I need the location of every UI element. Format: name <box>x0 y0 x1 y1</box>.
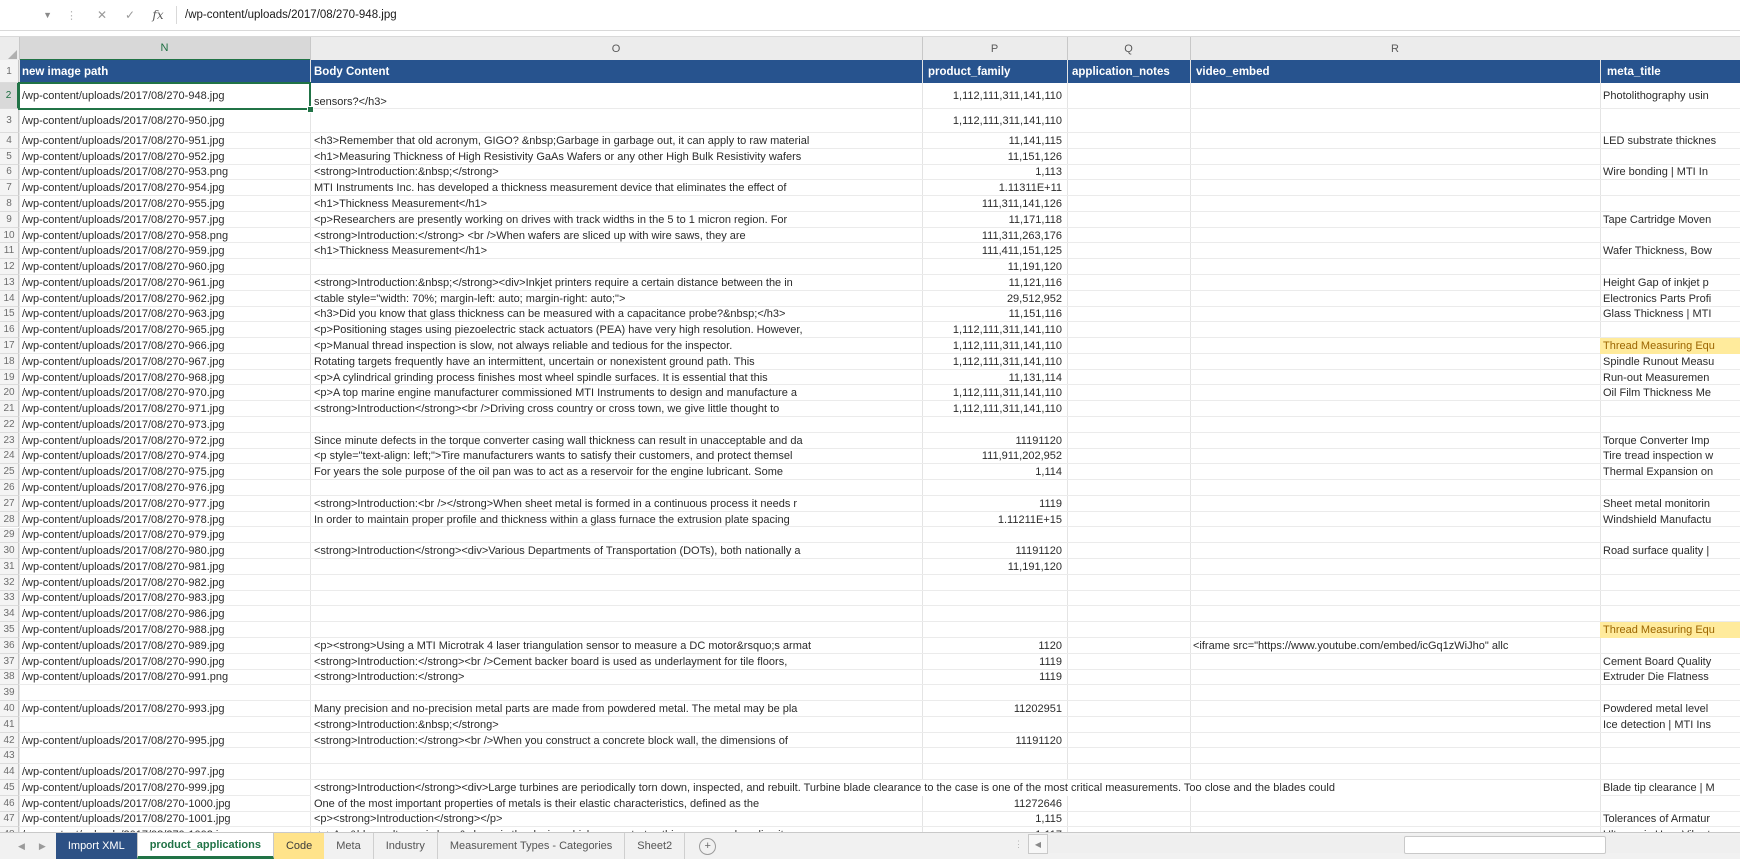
cell-body-content[interactable]: <strong>Introduction:&nbsp;</strong> <box>314 718 499 731</box>
cell-body-content[interactable]: <p>A cylindrical grinding process finishes most wheel spindle surfaces. It is essential that this <box>314 371 768 384</box>
table-row <box>0 464 1740 480</box>
table-header-row <box>19 60 1740 83</box>
row-number[interactable]: 41 <box>0 717 19 733</box>
cell-product-family[interactable]: 1,115 <box>1035 813 1062 826</box>
table-row <box>0 812 1740 828</box>
cell-new-image-path[interactable]: /wp-content/uploads/2017/08/270-951.jpg <box>22 134 225 147</box>
table-row <box>0 338 1740 354</box>
cell-body-content[interactable]: Rotating targets frequently have an intermittent, uncertain or nonexistent ground path. This <box>314 355 755 368</box>
cell-meta-title[interactable]: Tire tread inspection w <box>1603 450 1714 463</box>
row-number[interactable]: 14 <box>0 291 19 307</box>
cell-new-image-path[interactable]: /wp-content/uploads/2017/08/270-995.jpg <box>22 734 225 747</box>
cell-new-image-path[interactable]: /wp-content/uploads/2017/08/270-962.jpg <box>22 292 225 305</box>
cell-new-image-path[interactable]: /wp-content/uploads/2017/08/270-1000.jpg <box>22 797 231 810</box>
cell-new-image-path[interactable]: /wp-content/uploads/2017/08/270-950.jpg <box>22 115 225 127</box>
cell-product-family[interactable]: 111,311,263,176 <box>981 229 1062 242</box>
table-row <box>0 259 1740 275</box>
cell-meta-title[interactable]: Windshield Manufactu <box>1603 513 1712 526</box>
row-number[interactable]: 2 <box>0 83 19 109</box>
column-boundary[interactable] <box>1190 37 1191 61</box>
row-number[interactable]: 43 <box>0 748 19 764</box>
cell-body-content[interactable]: <p>Positioning stages using piezoelectric stack actuators (PEA) have very high resolution. However, <box>314 324 803 337</box>
cell-new-image-path[interactable]: /wp-content/uploads/2017/08/270-970.jpg <box>22 387 225 400</box>
row-number[interactable]: 18 <box>0 354 19 370</box>
column-letter-R[interactable]: R <box>1391 43 1399 55</box>
cell-product-family[interactable]: 1,114 <box>1035 466 1062 479</box>
cell-meta-title[interactable]: Wafer Thickness, Bow <box>1603 245 1712 258</box>
row-number[interactable]: 20 <box>0 385 19 401</box>
table-row <box>0 496 1740 512</box>
table-row <box>0 165 1740 181</box>
cancel-icon[interactable]: ✕ <box>96 8 108 22</box>
sheet-tab-measurement-types-categories[interactable]: Measurement Types - Categories <box>438 833 625 859</box>
cell-new-image-path[interactable]: /wp-content/uploads/2017/08/270-986.jpg <box>22 608 225 621</box>
cell-new-image-path[interactable]: /wp-content/uploads/2017/08/270-981.jpg <box>22 560 225 573</box>
cell-meta-title[interactable]: Electronics Parts Profi <box>1603 292 1712 305</box>
row-number[interactable]: 32 <box>0 575 19 591</box>
table-row <box>0 433 1740 449</box>
row-number[interactable]: 45 <box>0 780 19 796</box>
cell-new-image-path[interactable]: /wp-content/uploads/2017/08/270-983.jpg <box>22 592 225 605</box>
row-number[interactable]: 12 <box>0 259 19 275</box>
column-letter-Q[interactable]: Q <box>1124 43 1133 55</box>
row-number[interactable]: 9 <box>0 212 19 228</box>
table-row <box>0 575 1740 591</box>
formula-bar-divider <box>176 6 177 24</box>
cell-product-family[interactable]: 11191120 <box>1015 734 1062 747</box>
cell-body-content[interactable]: Since minute defects in the torque converter casing wall thickness can result in unacceptable and da <box>314 434 803 447</box>
table-row <box>0 796 1740 812</box>
cell-new-image-path[interactable]: /wp-content/uploads/2017/08/270-977.jpg <box>22 497 225 510</box>
cell-product-family[interactable]: 11,141,115 <box>1008 134 1062 147</box>
table-row <box>0 385 1740 401</box>
cell-product-family[interactable]: 1119 <box>1039 671 1062 684</box>
cell-new-image-path[interactable]: /wp-content/uploads/2017/08/270-972.jpg <box>22 434 225 447</box>
sheet-tab-sheet2[interactable]: Sheet2 <box>625 833 685 859</box>
cell-meta-title[interactable]: Thermal Expansion on <box>1603 466 1714 479</box>
table-row <box>0 528 1740 544</box>
cell-body-content[interactable]: <strong>Introduction:</strong><br />When you construct a concrete block wall, the dimensions of <box>314 734 788 747</box>
cell-product-family[interactable]: 11,131,114 <box>1008 371 1062 384</box>
cell-product-family[interactable]: 11272646 <box>1013 797 1062 810</box>
cell-new-image-path[interactable]: /wp-content/uploads/2017/08/270-957.jpg <box>22 213 225 226</box>
cell-product-family[interactable]: 111,311,141,126 <box>981 197 1062 210</box>
cell-new-image-path[interactable]: /wp-content/uploads/2017/08/270-963.jpg <box>22 308 225 321</box>
column-header-meta-title[interactable]: meta_title <box>1607 65 1661 78</box>
cell-meta-title[interactable]: Torque Converter Imp <box>1603 434 1710 447</box>
table-row <box>0 149 1740 165</box>
row-number[interactable]: 47 <box>0 812 19 828</box>
cell-body-content[interactable]: <p style="text-align: left;">Tire manufacturers wants to satisfy their customers, and protect themsel <box>314 450 793 463</box>
cell-body-content[interactable]: For years the sole purpose of the oil pan was to act as a reservoir for the engine lubricant. Some <box>314 466 783 479</box>
table-row <box>0 354 1740 370</box>
column-letter-P[interactable]: P <box>990 43 999 55</box>
cell-meta-title[interactable]: Powdered metal level <box>1603 702 1709 715</box>
cell-video-embed[interactable]: <iframe src="https://www.youtube.com/embed/icGq1zWiJho" allc <box>1193 639 1509 652</box>
table-row <box>0 638 1740 654</box>
row-number[interactable]: 38 <box>0 670 19 686</box>
column-boundary[interactable] <box>922 37 923 61</box>
sheet-tab-code[interactable]: Code <box>274 833 324 859</box>
cell-product-family[interactable]: 1,112,111,311,141,110 <box>952 387 1062 400</box>
row-number[interactable]: 40 <box>0 701 19 717</box>
cell-meta-title[interactable]: Run-out Measuremen <box>1603 371 1710 384</box>
row-number[interactable]: 7 <box>0 180 19 196</box>
cell-body-content[interactable]: <h1>Measuring Thickness of High Resistivity GaAs Wafers or any other High Bulk Resistivity wafers <box>314 150 802 163</box>
table-row <box>0 591 1740 607</box>
cell-product-family[interactable]: 1,113 <box>1035 166 1062 179</box>
row-number[interactable]: 44 <box>0 764 19 780</box>
sheet-tab-product-applications[interactable]: product_applications <box>137 833 274 859</box>
scrollbar-thumb[interactable] <box>1404 836 1606 854</box>
cell-new-image-path[interactable]: /wp-content/uploads/2017/08/270-979.jpg <box>22 529 225 542</box>
table-row <box>0 417 1740 433</box>
cell-body-content[interactable]: <p>A top marine engine manufacturer commissioned MTI Instruments to design and manufacture a <box>314 387 798 400</box>
cell-meta-title[interactable]: Glass Thickness | MTI <box>1603 308 1712 321</box>
table-row <box>0 370 1740 386</box>
column-header-strip <box>0 36 1740 62</box>
cell-body-content[interactable]: <p><strong>Introduction</strong></p> <box>314 813 503 826</box>
sheet-tab-meta[interactable]: Meta <box>324 833 373 859</box>
name-box[interactable] <box>0 0 56 30</box>
cell-new-image-path[interactable]: /wp-content/uploads/2017/08/270-965.jpg <box>22 324 225 337</box>
cell-meta-title[interactable]: Tolerances of Armatur <box>1603 813 1710 826</box>
table-row <box>0 133 1740 149</box>
select-all-corner[interactable] <box>0 37 20 61</box>
formula-bar-separator-icon: ⋮ <box>66 9 78 22</box>
row-number[interactable]: 29 <box>0 528 19 544</box>
scrollbar-grip-icon[interactable]: ⋮ <box>1014 838 1024 849</box>
table-row <box>0 559 1740 575</box>
cell-body-content[interactable]: <strong>Introduction</strong><div>Various Departments of Transportation (DOTs), both nationally a <box>314 545 801 558</box>
cell-body-content[interactable]: <table style="width: 70%; margin-left: auto; margin-right: auto;"> <box>314 292 626 305</box>
table-row <box>0 196 1740 212</box>
scroll-left-icon[interactable]: ◀ <box>1028 834 1048 854</box>
cell-product-family[interactable]: 11,191,120 <box>1007 261 1062 274</box>
cell-meta-title[interactable]: Ice detection | MTI Ins <box>1603 718 1712 731</box>
cell-body-content[interactable]: <h1>Thickness Measurement</h1> <box>314 245 488 258</box>
cell-body-content[interactable]: <strong>Introduction:</strong> <br />When wafers are sliced up with wire saws, they are <box>314 229 746 242</box>
row-number[interactable]: 21 <box>0 401 19 417</box>
cell-new-image-path[interactable]: /wp-content/uploads/2017/08/270-988.jpg <box>22 624 225 637</box>
cell-new-image-path[interactable]: /wp-content/uploads/2017/08/270-989.jpg <box>22 639 225 652</box>
cell-new-image-path[interactable]: /wp-content/uploads/2017/08/270-968.jpg <box>22 371 225 384</box>
row-number[interactable]: 17 <box>0 338 19 354</box>
cell-meta-title[interactable]: Photolithography usin <box>1603 90 1709 102</box>
row-number[interactable]: 19 <box>0 370 19 386</box>
cell-new-image-path[interactable]: /wp-content/uploads/2017/08/270-960.jpg <box>22 261 225 274</box>
table-row <box>0 654 1740 670</box>
row-number[interactable]: 4 <box>0 133 19 149</box>
plus-icon: + <box>699 838 716 855</box>
cell-product-family[interactable]: 11191120 <box>1015 545 1062 558</box>
cell-new-image-path[interactable]: /wp-content/uploads/2017/08/270-959.jpg <box>22 245 225 258</box>
cell-meta-title[interactable]: Spindle Runout Measu <box>1603 355 1715 368</box>
row-number[interactable]: 15 <box>0 307 19 323</box>
cell-meta-title[interactable]: Thread Measuring Equ <box>1600 338 1740 354</box>
insert-function-icon[interactable]: fx <box>152 8 164 22</box>
cell-meta-title[interactable]: Tape Cartridge Moven <box>1603 213 1712 226</box>
table-row <box>0 606 1740 622</box>
table-row <box>0 228 1740 244</box>
row-number[interactable]: 31 <box>0 559 19 575</box>
cell-new-image-path[interactable]: /wp-content/uploads/2017/08/270-948.jpg <box>22 90 225 102</box>
cell-new-image-path[interactable]: /wp-content/uploads/2017/08/270-973.jpg <box>22 418 225 431</box>
cell-new-image-path[interactable]: /wp-content/uploads/2017/08/270-999.jpg <box>22 781 225 794</box>
row-number[interactable]: 3 <box>0 109 19 133</box>
cell-product-family[interactable]: 1.11211E+15 <box>997 513 1062 526</box>
cell-body-content[interactable]: <h3>Did you know that glass thickness can be measured with a capacitance probe?&nbsp;</h3> <box>314 308 786 321</box>
cell-body-content[interactable]: Many precision and no-precision metal parts are made from powdered metal. The metal may be pla <box>314 702 798 715</box>
row-number[interactable]: 23 <box>0 433 19 449</box>
cell-meta-title[interactable]: LED substrate thicknes <box>1603 134 1717 147</box>
table-row <box>0 307 1740 323</box>
table-row <box>0 480 1740 496</box>
cell-product-family[interactable]: 11,121,116 <box>1008 276 1062 289</box>
horizontal-scrollbar <box>1014 834 1740 854</box>
row-number[interactable]: 1 <box>0 60 19 83</box>
cell-body-content[interactable]: <strong>Introduction:&nbsp;</strong><div>Inkjet printers require a certain distance between the in <box>314 276 793 289</box>
selected-cell-outline[interactable] <box>18 82 311 110</box>
cell-product-family[interactable]: 1,112,111,311,141,110 <box>952 90 1062 102</box>
row-number[interactable]: 22 <box>0 417 19 433</box>
cell-product-family[interactable]: 111,411,151,125 <box>981 245 1062 258</box>
table-row <box>0 291 1740 307</box>
cell-new-image-path[interactable]: /wp-content/uploads/2017/08/270-958.png <box>22 229 229 242</box>
table-row <box>0 622 1740 638</box>
cell-new-image-path[interactable]: /wp-content/uploads/2017/08/270-961.jpg <box>22 276 225 289</box>
table-row <box>0 670 1740 686</box>
cell-product-family[interactable]: 1,112,111,311,141,110 <box>952 355 1062 368</box>
cell-new-image-path[interactable]: /wp-content/uploads/2017/08/270-980.jpg <box>22 545 225 558</box>
cell-meta-title[interactable]: Height Gap of inkjet p <box>1603 276 1709 289</box>
cell-product-family[interactable]: 11,151,126 <box>1007 150 1062 163</box>
formula-input[interactable]: /wp-content/uploads/2017/08/270-948.jpg <box>185 9 397 21</box>
sheet-tab-industry[interactable]: Industry <box>374 833 438 859</box>
table-row <box>0 180 1740 196</box>
table-row <box>0 733 1740 749</box>
cell-body-content[interactable]: <strong>Introduction</strong><br />Driving cross country or cross town, we give little thought to <box>314 403 780 416</box>
cell-product-family[interactable]: 11,151,116 <box>1008 308 1062 321</box>
sheet-grid <box>0 60 1740 832</box>
cell-meta-title[interactable]: Wire bonding | MTI In <box>1603 166 1708 179</box>
row-number[interactable]: 30 <box>0 543 19 559</box>
row-number[interactable]: 11 <box>0 243 19 259</box>
cell-new-image-path[interactable]: /wp-content/uploads/2017/08/270-990.jpg <box>22 655 225 668</box>
cell-body-content[interactable]: <p>Manual thread inspection is slow, not always reliable and tedious for the inspector. <box>314 340 733 352</box>
row-number[interactable]: 16 <box>0 322 19 338</box>
column-boundary[interactable] <box>310 37 311 61</box>
column-header-product-family[interactable]: product_family <box>928 65 1011 78</box>
table-row <box>0 401 1740 417</box>
row-number[interactable]: 24 <box>0 449 19 465</box>
row-number[interactable]: 35 <box>0 622 19 638</box>
column-boundary[interactable] <box>1067 37 1068 61</box>
row-number[interactable]: 27 <box>0 496 19 512</box>
row-number[interactable]: 42 <box>0 733 19 749</box>
row-number[interactable]: 25 <box>0 464 19 480</box>
row-number[interactable]: 36 <box>0 638 19 654</box>
table-row <box>0 449 1740 465</box>
cell-meta-title[interactable]: Cement Board Quality <box>1603 655 1712 668</box>
cell-product-family[interactable]: 1,112,111,311,141,110 <box>952 324 1062 337</box>
cell-product-family[interactable]: 1120 <box>1038 639 1062 652</box>
cell-product-family[interactable]: 11,171,118 <box>1008 213 1062 226</box>
cell-new-image-path[interactable]: /wp-content/uploads/2017/08/270-976.jpg <box>22 482 225 495</box>
row-number[interactable]: 5 <box>0 149 19 165</box>
formula-bar <box>0 0 1740 31</box>
cell-product-family[interactable]: 1,112,111,311,141,110 <box>952 115 1062 127</box>
row-number[interactable]: 37 <box>0 654 19 670</box>
cell-product-family[interactable]: 1119 <box>1039 497 1062 510</box>
table-row <box>0 717 1740 733</box>
cell-new-image-path[interactable]: /wp-content/uploads/2017/08/270-982.jpg <box>22 576 225 589</box>
row-number[interactable]: 33 <box>0 591 19 607</box>
column-letter-N[interactable]: N <box>19 37 310 61</box>
row-number[interactable]: 34 <box>0 606 19 622</box>
table-row <box>0 748 1740 764</box>
cell-body-content[interactable]: <h1>Thickness Measurement</h1> <box>314 197 488 210</box>
cell-body-content[interactable]: In order to maintain proper profile and thickness within a glass furnace the extrusion plate spacing <box>314 513 790 526</box>
cell-new-image-path[interactable]: /wp-content/uploads/2017/08/270-954.jpg <box>22 182 225 195</box>
cell-meta-title[interactable]: Oil Film Thickness Me <box>1603 387 1711 400</box>
cell-product-family[interactable]: 29,512,952 <box>1006 292 1062 305</box>
cell-body-content[interactable]: <strong>Introduction:&nbsp;</strong> <box>314 166 499 179</box>
table-row <box>0 322 1740 338</box>
column-header-new-image-path[interactable]: new image path <box>22 65 109 78</box>
enter-icon[interactable]: ✓ <box>124 8 136 22</box>
cell-new-image-path[interactable]: /wp-content/uploads/2017/08/270-975.jpg <box>22 466 225 479</box>
tab-nav-right-icon[interactable]: ▶ <box>38 840 46 851</box>
table-row <box>0 543 1740 559</box>
row-number[interactable]: 13 <box>0 275 19 291</box>
cell-body-content[interactable]: MTI Instruments Inc. has developed a thickness measurement device that eliminates the effect of <box>314 182 787 195</box>
cell-body-content[interactable]: <strong>Introduction:</strong> <box>314 671 465 684</box>
table-row <box>0 109 1740 133</box>
cell-product-family[interactable]: 11202951 <box>1013 702 1062 715</box>
cell-new-image-path[interactable]: /wp-content/uploads/2017/08/270-952.jpg <box>22 150 225 163</box>
cell-new-image-path[interactable]: /wp-content/uploads/2017/08/270-974.jpg <box>22 450 225 463</box>
table-row <box>0 275 1740 291</box>
name-box-dropdown-icon[interactable]: ▼ <box>43 10 52 20</box>
table-row <box>0 780 1740 796</box>
fill-handle[interactable] <box>307 106 314 113</box>
cell-new-image-path[interactable]: /wp-content/uploads/2017/08/270-967.jpg <box>22 355 225 368</box>
table-row <box>0 212 1740 228</box>
cell-new-image-path[interactable]: /wp-content/uploads/2017/08/270-955.jpg <box>22 197 225 210</box>
row-number[interactable]: 6 <box>0 165 19 181</box>
row-number[interactable]: 46 <box>0 796 19 812</box>
cell-new-image-path[interactable]: /wp-content/uploads/2017/08/270-997.jpg <box>22 766 225 779</box>
cell-meta-title[interactable]: Road surface quality | <box>1603 545 1710 558</box>
row-number[interactable]: 28 <box>0 512 19 528</box>
column-header-body-content[interactable]: Body Content <box>314 65 390 78</box>
cell-body-content[interactable]: <h3>Remember that old acronym, GIGO? &nbsp;Garbage in garbage out, it can apply to raw material <box>314 134 810 147</box>
cell-meta-title[interactable]: Sheet metal monitorin <box>1603 497 1710 510</box>
cell-new-image-path[interactable]: /wp-content/uploads/2017/08/270-991.png <box>22 671 229 684</box>
select-all-triangle-icon <box>8 50 17 59</box>
cell-product-family[interactable]: 1.11311E+11 <box>998 182 1062 195</box>
cell-new-image-path[interactable]: /wp-content/uploads/2017/08/270-1001.jpg <box>22 813 231 826</box>
tab-nav-left-icon[interactable]: ◀ <box>18 840 25 851</box>
row-number[interactable]: 8 <box>0 196 19 212</box>
table-row <box>0 243 1740 259</box>
tab-nav-arrows <box>0 833 56 859</box>
cell-body-content[interactable]: <strong>Introduction:</strong><br />Cement backer board is used as underlayment for tile floors, <box>314 655 788 668</box>
table-row <box>0 701 1740 717</box>
cell-product-family[interactable]: 1119 <box>1039 655 1062 668</box>
cell-product-family[interactable]: 1,112,111,311,141,110 <box>952 403 1062 416</box>
add-sheet-button[interactable] <box>685 833 730 859</box>
cell-product-family[interactable]: 11191120 <box>1015 434 1062 447</box>
table-row <box>0 512 1740 528</box>
cell-body-content[interactable]: <strong>Introduction:<br /></strong>When sheet metal is formed in a continuous process it needs r <box>314 497 798 510</box>
row-number[interactable]: 10 <box>0 228 19 244</box>
cell-new-image-path[interactable]: /wp-content/uploads/2017/08/270-978.jpg <box>22 513 225 526</box>
cell-body-content[interactable]: One of the most important properties of metals is their elastic characteristics, defined as the <box>314 797 760 810</box>
column-header-application-notes[interactable]: application_notes <box>1072 65 1170 78</box>
cell-body-content[interactable]: <strong>Introduction</strong><div>Large turbines are periodically torn down, inspected, and rebuilt. Turbine blade clearance to the case is one of the most critical measurements. Too close and the blades could <box>311 780 1600 796</box>
cell-new-image-path[interactable]: /wp-content/uploads/2017/08/270-971.jpg <box>22 403 225 416</box>
cell-meta-title[interactable]: Extruder Die Flatness <box>1603 671 1709 684</box>
row-number[interactable]: 26 <box>0 480 19 496</box>
cell-product-family[interactable]: 11,191,120 <box>1007 560 1062 573</box>
sheet-tab-import-xml[interactable]: Import XML <box>56 833 137 859</box>
scrollbar-track[interactable] <box>1048 835 1740 853</box>
row-number[interactable]: 39 <box>0 685 19 701</box>
cell-product-family[interactable]: 111,911,202,952 <box>981 450 1062 463</box>
cell-meta-title[interactable]: Thread Measuring Equ <box>1600 622 1740 638</box>
column-letter-O[interactable]: O <box>611 43 621 55</box>
cell-meta-title[interactable]: Blade tip clearance | M <box>1603 781 1715 794</box>
cell-new-image-path[interactable]: /wp-content/uploads/2017/08/270-993.jpg <box>22 702 225 715</box>
cell-new-image-path[interactable]: /wp-content/uploads/2017/08/270-953.png <box>22 166 229 179</box>
table-row <box>0 685 1740 701</box>
cell-new-image-path[interactable]: /wp-content/uploads/2017/08/270-966.jpg <box>22 340 225 352</box>
cell-product-family[interactable]: 1,112,111,311,141,110 <box>952 340 1062 352</box>
cell-body-content[interactable]: sensors?</h3> <box>314 96 387 108</box>
column-header-video-embed[interactable]: video_embed <box>1196 65 1270 78</box>
cell-body-content[interactable]: <p><strong>Using a MTI Microtrak 4 laser triangulation sensor to measure a DC motor&rsquo;s armat <box>314 639 812 652</box>
table-row <box>0 764 1740 780</box>
cell-body-content[interactable]: <p>Researchers are presently working on drives with track widths in the 5 to 1 micron region. For <box>314 213 788 226</box>
column-boundary[interactable] <box>19 37 20 61</box>
